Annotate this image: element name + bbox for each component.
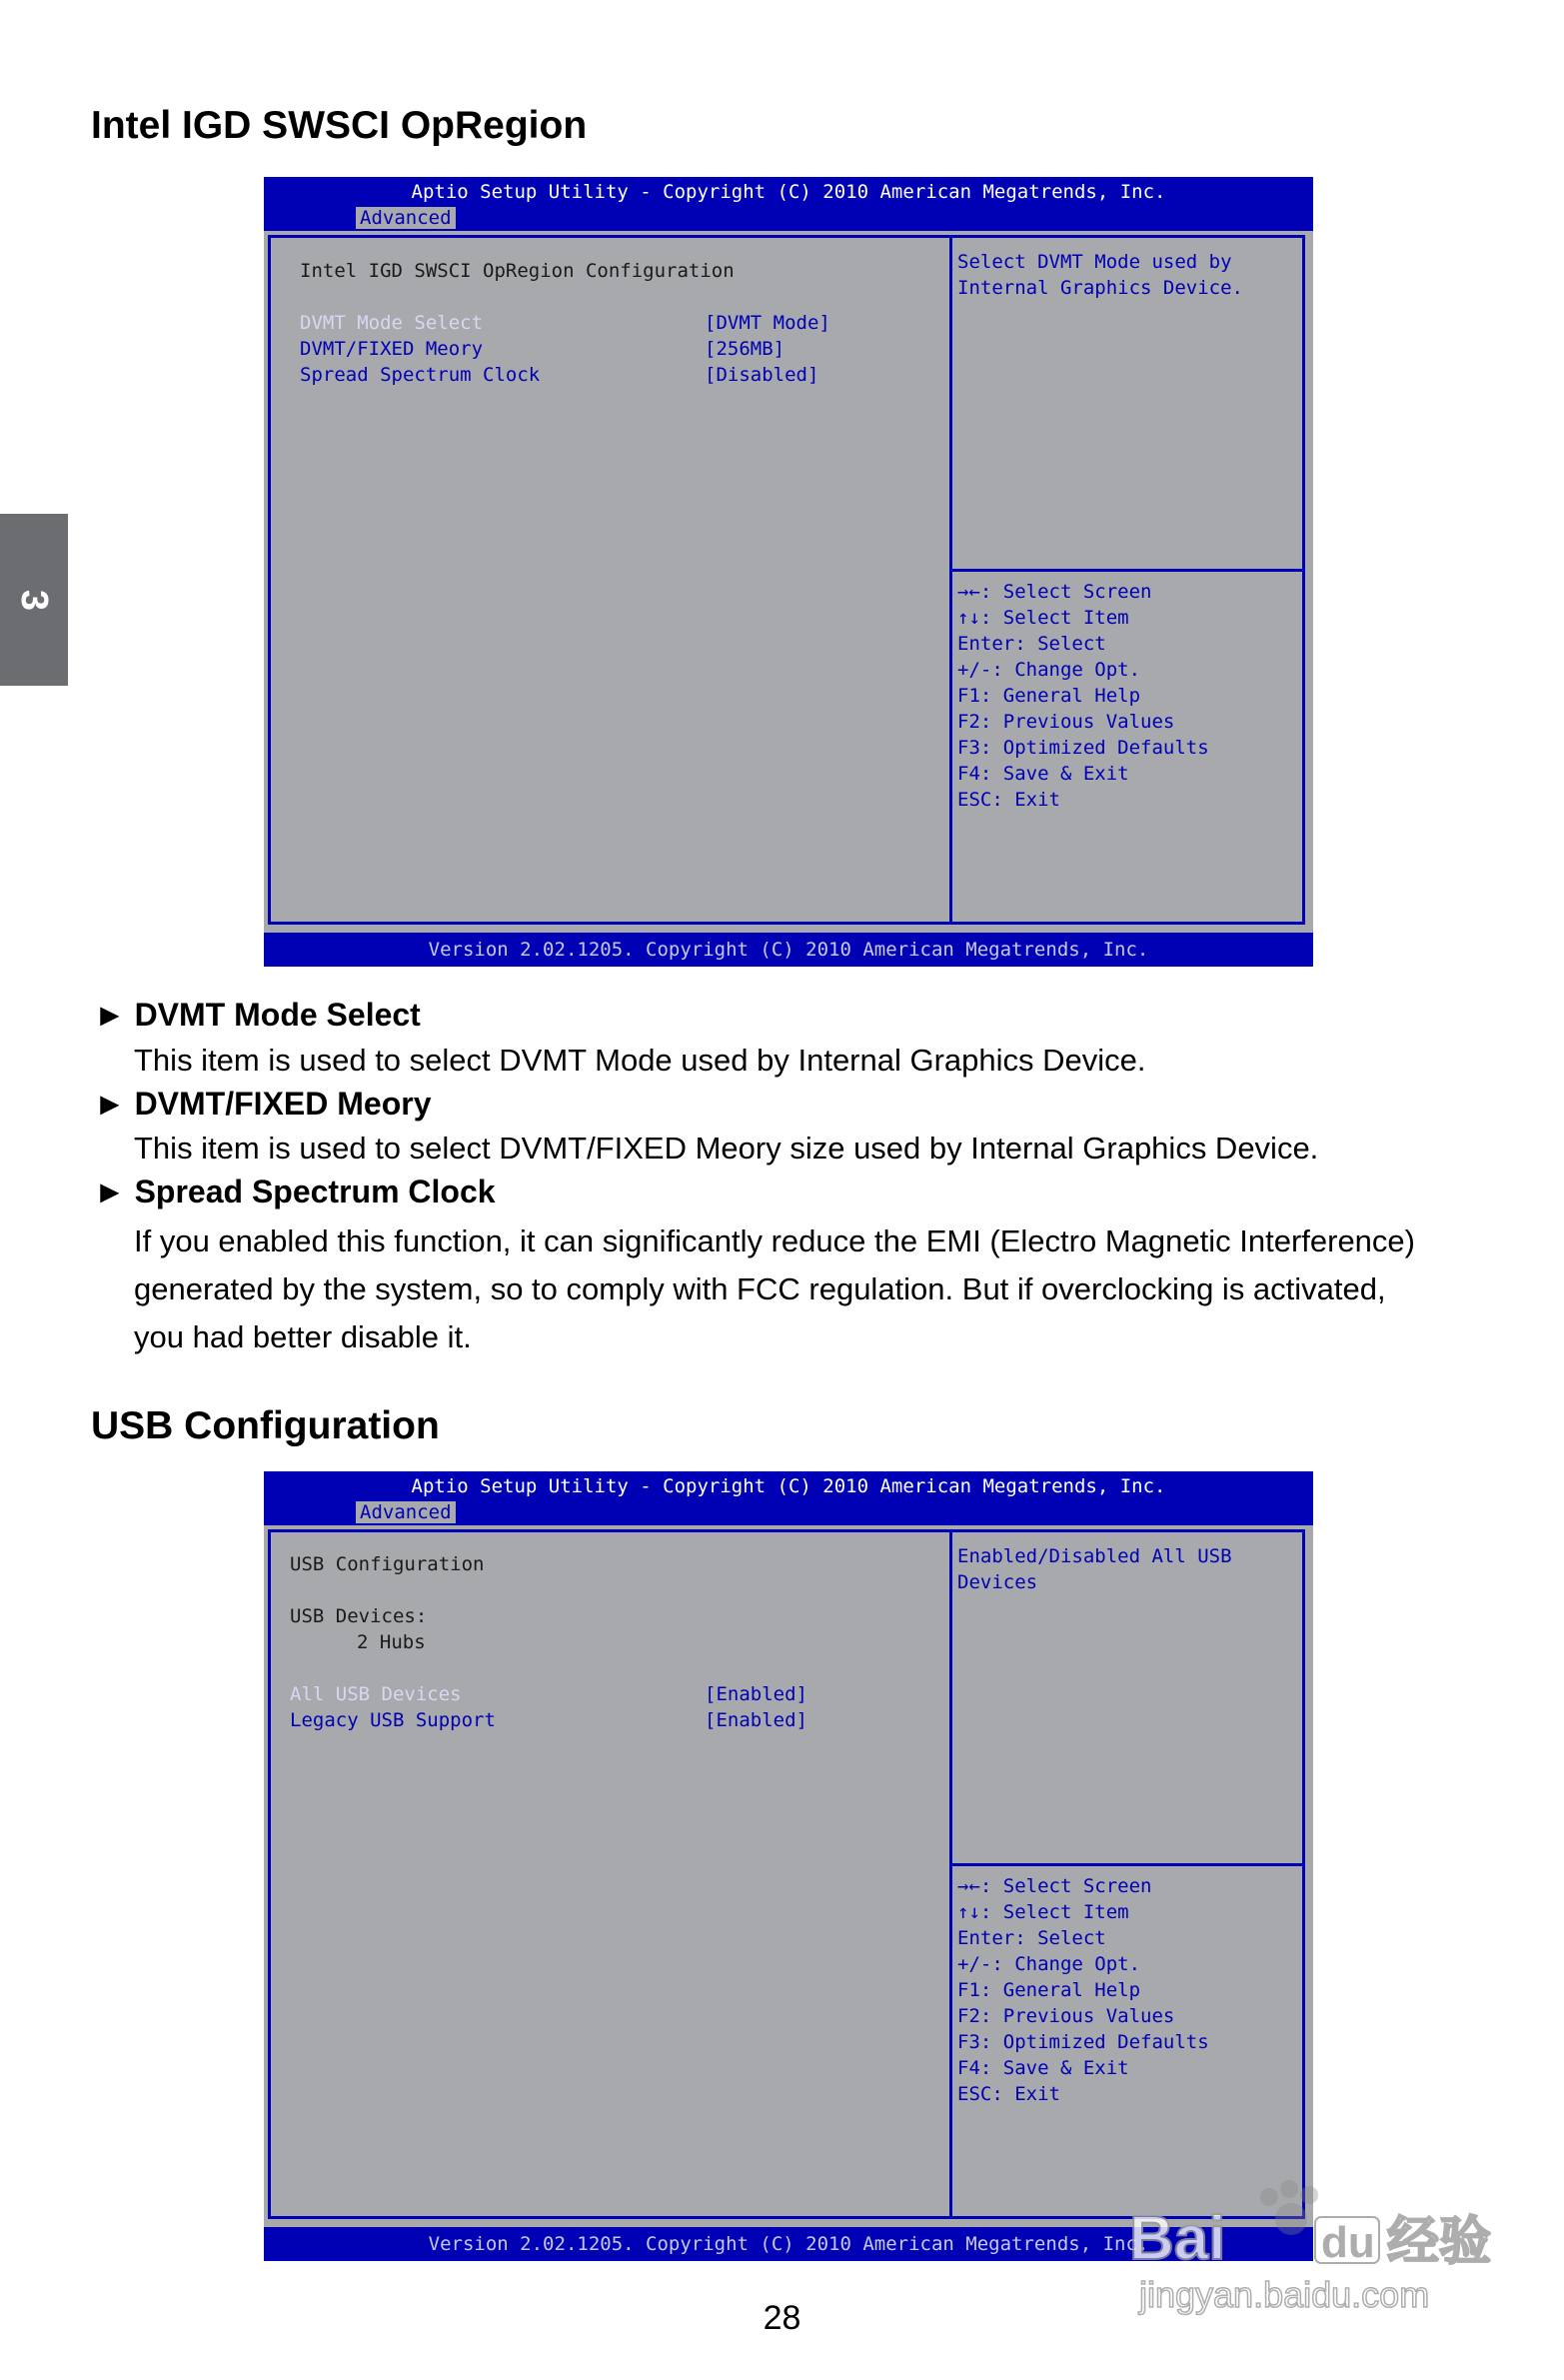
key-hint-f3: F3: Optimized Defaults: [957, 2031, 1209, 2053]
section-title-usb: USB Configuration: [91, 1404, 440, 1447]
key-hint-f2: F2: Previous Values: [957, 711, 1175, 733]
key-hint-f3: F3: Optimized Defaults: [957, 737, 1209, 759]
key-hint-select-item: ↑↓: Select Item: [957, 1901, 1129, 1923]
tab-advanced[interactable]: Advanced: [356, 1501, 456, 1523]
svg-text:Bai: Bai: [1129, 2204, 1226, 2273]
bios-header-text: Aptio Setup Utility - Copyright (C) 2010 American Megatrends, Inc.: [411, 181, 1166, 203]
bios-help-divider: [951, 569, 1305, 572]
key-hint-select-screen: →←: Select Screen: [957, 1875, 1152, 1897]
desc-text-spread-spectrum-1: If you enabled this function, it can significantly reduce the EMI (Electro Magnetic Interference): [134, 1223, 1415, 1258]
menu-item-legacy-usb-support[interactable]: Legacy USB Support: [290, 1709, 496, 1731]
bios-footer: Version 2.02.1205. Copyright (C) 2010 American Megatrends, Inc.: [264, 2227, 1313, 2261]
svg-text:经验: 经验: [1387, 2212, 1492, 2272]
key-hint-change-opt: +/-: Change Opt.: [957, 1953, 1141, 1975]
key-hint-f1: F1: General Help: [957, 1979, 1141, 2001]
desc-title-dvmt-fixed: ► DVMT/FIXED Meory: [94, 1086, 432, 1122]
key-hint-select-item: ↑↓: Select Item: [957, 607, 1129, 629]
chapter-number: 3: [13, 589, 56, 611]
bios-help-divider: [951, 1863, 1305, 1866]
svg-text:jingyan.baidu.com: jingyan.baidu.com: [1139, 2274, 1430, 2315]
menu-value-dvmt-mode-select[interactable]: [DVMT Mode]: [705, 312, 830, 334]
bios-screen-igd: [264, 177, 1313, 967]
key-hint-f1: F1: General Help: [957, 685, 1141, 707]
page-number: 28: [763, 2299, 801, 2337]
usb-devices-label: USB Devices:: [290, 1605, 428, 1627]
menu-value-all-usb-devices[interactable]: [Enabled]: [705, 1683, 807, 1705]
key-hint-f2: F2: Previous Values: [957, 2005, 1175, 2027]
desc-text-dvmt-mode: This item is used to select DVMT Mode used by Internal Graphics Device.: [134, 1043, 1146, 1078]
key-hint-enter: Enter: Select: [957, 633, 1106, 655]
key-hint-change-opt: +/-: Change Opt.: [957, 659, 1141, 681]
menu-value-spread-spectrum-clock[interactable]: [Disabled]: [705, 364, 819, 386]
menu-item-all-usb-devices[interactable]: All USB Devices: [290, 1683, 462, 1705]
menu-item-spread-spectrum-clock[interactable]: Spread Spectrum Clock: [300, 364, 541, 386]
desc-text-spread-spectrum-2: generated by the system, so to comply with FCC regulation. But if overclocking is activated,: [134, 1271, 1386, 1306]
menu-item-dvmt-fixed-meory[interactable]: DVMT/FIXED Meory: [300, 338, 484, 360]
bios-vertical-divider: [949, 1529, 952, 2219]
bios-footer: Version 2.02.1205. Copyright (C) 2010 American Megatrends, Inc.: [264, 933, 1313, 967]
key-hint-f4: F4: Save & Exit: [957, 2057, 1129, 2079]
help-text-line: Devices: [957, 1571, 1038, 1593]
bios-page-heading: USB Configuration: [290, 1553, 485, 1575]
bios-screen-usb: [264, 1471, 1313, 2261]
key-hint-esc: ESC: Exit: [957, 789, 1060, 811]
menu-value-legacy-usb-support[interactable]: [Enabled]: [705, 1709, 807, 1731]
section-title-igd: Intel IGD SWSCI OpRegion: [91, 104, 588, 147]
svg-text:du: du: [1321, 2218, 1375, 2267]
desc-text-spread-spectrum-3: you had better disable it.: [134, 1319, 472, 1354]
menu-value-dvmt-fixed-meory[interactable]: [256MB]: [705, 338, 785, 360]
help-text-line: Select DVMT Mode used by: [957, 251, 1232, 273]
tab-advanced[interactable]: Advanced: [356, 207, 456, 229]
key-hint-esc: ESC: Exit: [957, 2083, 1060, 2105]
help-text-line: Enabled/Disabled All USB: [957, 1545, 1232, 1567]
bios-vertical-divider: [949, 235, 952, 925]
desc-title-dvmt-mode: ► DVMT Mode Select: [94, 997, 421, 1033]
help-text-line: Internal Graphics Device.: [957, 277, 1243, 299]
desc-title-spread-spectrum: ► Spread Spectrum Clock: [94, 1174, 496, 1209]
bios-header-text: Aptio Setup Utility - Copyright (C) 2010 American Megatrends, Inc.: [411, 1475, 1166, 1497]
baidu-watermark-logo: [1119, 2179, 1499, 2319]
bios-page-heading: Intel IGD SWSCI OpRegion Configuration: [300, 260, 735, 282]
menu-item-dvmt-mode-select[interactable]: DVMT Mode Select: [300, 312, 484, 334]
key-hint-select-screen: →←: Select Screen: [957, 581, 1152, 603]
desc-text-dvmt-fixed: This item is used to select DVMT/FIXED Meory size used by Internal Graphics Device.: [134, 1131, 1319, 1166]
usb-devices-value: 2 Hubs: [357, 1631, 426, 1653]
chapter-tab: [0, 514, 68, 686]
key-hint-f4: F4: Save & Exit: [957, 763, 1129, 785]
key-hint-enter: Enter: Select: [957, 1927, 1106, 1949]
